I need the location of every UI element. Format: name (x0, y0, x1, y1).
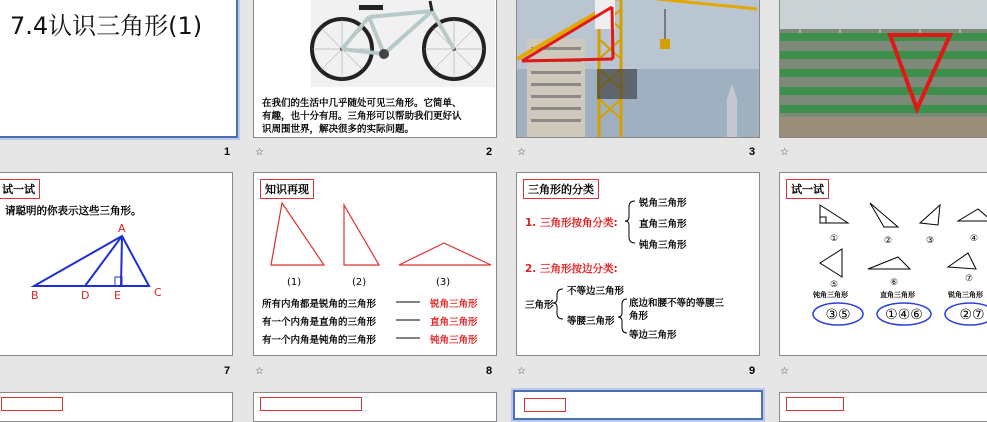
triangle-number: ③ (926, 236, 935, 246)
transition-star-icon: ☆ (517, 147, 526, 158)
transition-star-icon: ☆ (780, 147, 789, 158)
definition-text: 有一个内角是直角的三角形 (262, 317, 377, 328)
isosceles-type: 底边和腰不等的等腰三 (629, 298, 725, 309)
slide-thumbnail-2[interactable] (253, 0, 497, 138)
crane-image (517, 0, 760, 138)
slide-thumbnail-3[interactable] (516, 0, 760, 138)
definition-answer: 直角三角形 (430, 317, 478, 328)
group-answer: ②⑦ (959, 307, 985, 323)
angle-type: 锐角三角形 (639, 198, 687, 209)
slide-thumbnail-10[interactable] (779, 172, 987, 356)
figure-label: (3) (436, 277, 451, 288)
angle-type: 钝角三角形 (639, 240, 687, 251)
caption-line: 在我们的生活中几乎随处可见三角形。它简单、 (262, 98, 462, 109)
slide-number: 8 (486, 365, 493, 377)
figure-label: (2) (352, 277, 367, 288)
figure-label: (1) (287, 277, 302, 288)
triangle-figure (0, 173, 233, 356)
slide-thumbnail-partial[interactable] (513, 390, 763, 420)
slide-thumbnail-4[interactable] (779, 0, 987, 138)
triangle-number: ⑦ (965, 274, 974, 284)
slide-tag: 试一试 (0, 179, 40, 199)
slide-number: 2 (486, 146, 493, 158)
caption-line: 识周围世界，解决很多的实际问题。 (262, 124, 415, 135)
slide-thumbnail-partial[interactable] (0, 392, 233, 422)
slide-tag: 三角形的分类 (523, 179, 599, 199)
group-label: 钝角三角形 (813, 291, 848, 299)
slide-tag: 试一试 (786, 179, 829, 199)
point-label: B (31, 289, 39, 302)
group-answer: ③⑤ (825, 307, 851, 323)
transition-star-icon: ☆ (780, 366, 789, 377)
isosceles-type: 等边三角形 (629, 330, 677, 341)
slide-number: 3 (749, 146, 756, 158)
slide-title: 7.4认识三角形(1) (10, 12, 203, 40)
point-label: E (114, 289, 121, 302)
slide-thumbnail-8[interactable] (253, 172, 497, 356)
prompt-text: 请聪明的你表示这些三角形。 (5, 205, 142, 217)
slide-number: 7 (224, 365, 231, 377)
transition-star-icon: ☆ (517, 366, 526, 377)
side-root: 三角形 (525, 300, 554, 311)
bleachers-image (780, 0, 987, 138)
slide-number: 9 (749, 365, 756, 377)
slide-tag: 知识再现 (260, 179, 314, 199)
slide-thumbnail-partial[interactable] (253, 392, 497, 422)
group-label: 直角三角形 (880, 291, 915, 299)
angle-type: 直角三角形 (639, 219, 687, 230)
point-label: C (154, 286, 162, 299)
point-label: A (118, 222, 126, 235)
slide-thumbnail-9[interactable] (516, 172, 760, 356)
definition-text: 有一个内角是钝角的三角形 (262, 335, 377, 346)
point-label: D (81, 289, 90, 302)
triangle-number: ⑤ (830, 280, 839, 290)
classification-heading: 1. 三角形按角分类: (525, 217, 618, 229)
group-label: 锐角三角形 (948, 291, 983, 299)
side-type: 等腰三角形 (567, 316, 615, 327)
triangle-number: ① (830, 234, 839, 244)
triangle-number: ④ (970, 234, 979, 244)
transition-star-icon: ☆ (255, 147, 264, 158)
definition-text: 所有内角都是锐角的三角形 (262, 299, 377, 310)
classification-heading: 2. 三角形按边分类: (525, 263, 618, 275)
slide-thumbnail-1[interactable] (0, 0, 238, 138)
isosceles-type: 角形 (629, 311, 649, 322)
definition-answer: 锐角三角形 (430, 299, 478, 310)
triangle-number: ② (884, 236, 893, 246)
caption-line: 有趣，也十分有用。三角形可以帮助我们更好认 (262, 111, 462, 122)
slide-thumbnail-7[interactable] (0, 172, 233, 356)
slide-number: 1 (224, 146, 231, 158)
triangle-exercise-figure (780, 173, 987, 356)
definition-answer: 钝角三角形 (430, 335, 478, 346)
slide-thumbnail-partial[interactable] (779, 392, 987, 422)
bicycle-image (254, 0, 497, 91)
side-type: 不等边三角形 (567, 286, 625, 297)
triangle-types-figure (254, 173, 497, 356)
triangle-number: ⑥ (890, 278, 899, 288)
group-answer: ①④⑥ (885, 307, 923, 323)
transition-star-icon: ☆ (255, 366, 264, 377)
